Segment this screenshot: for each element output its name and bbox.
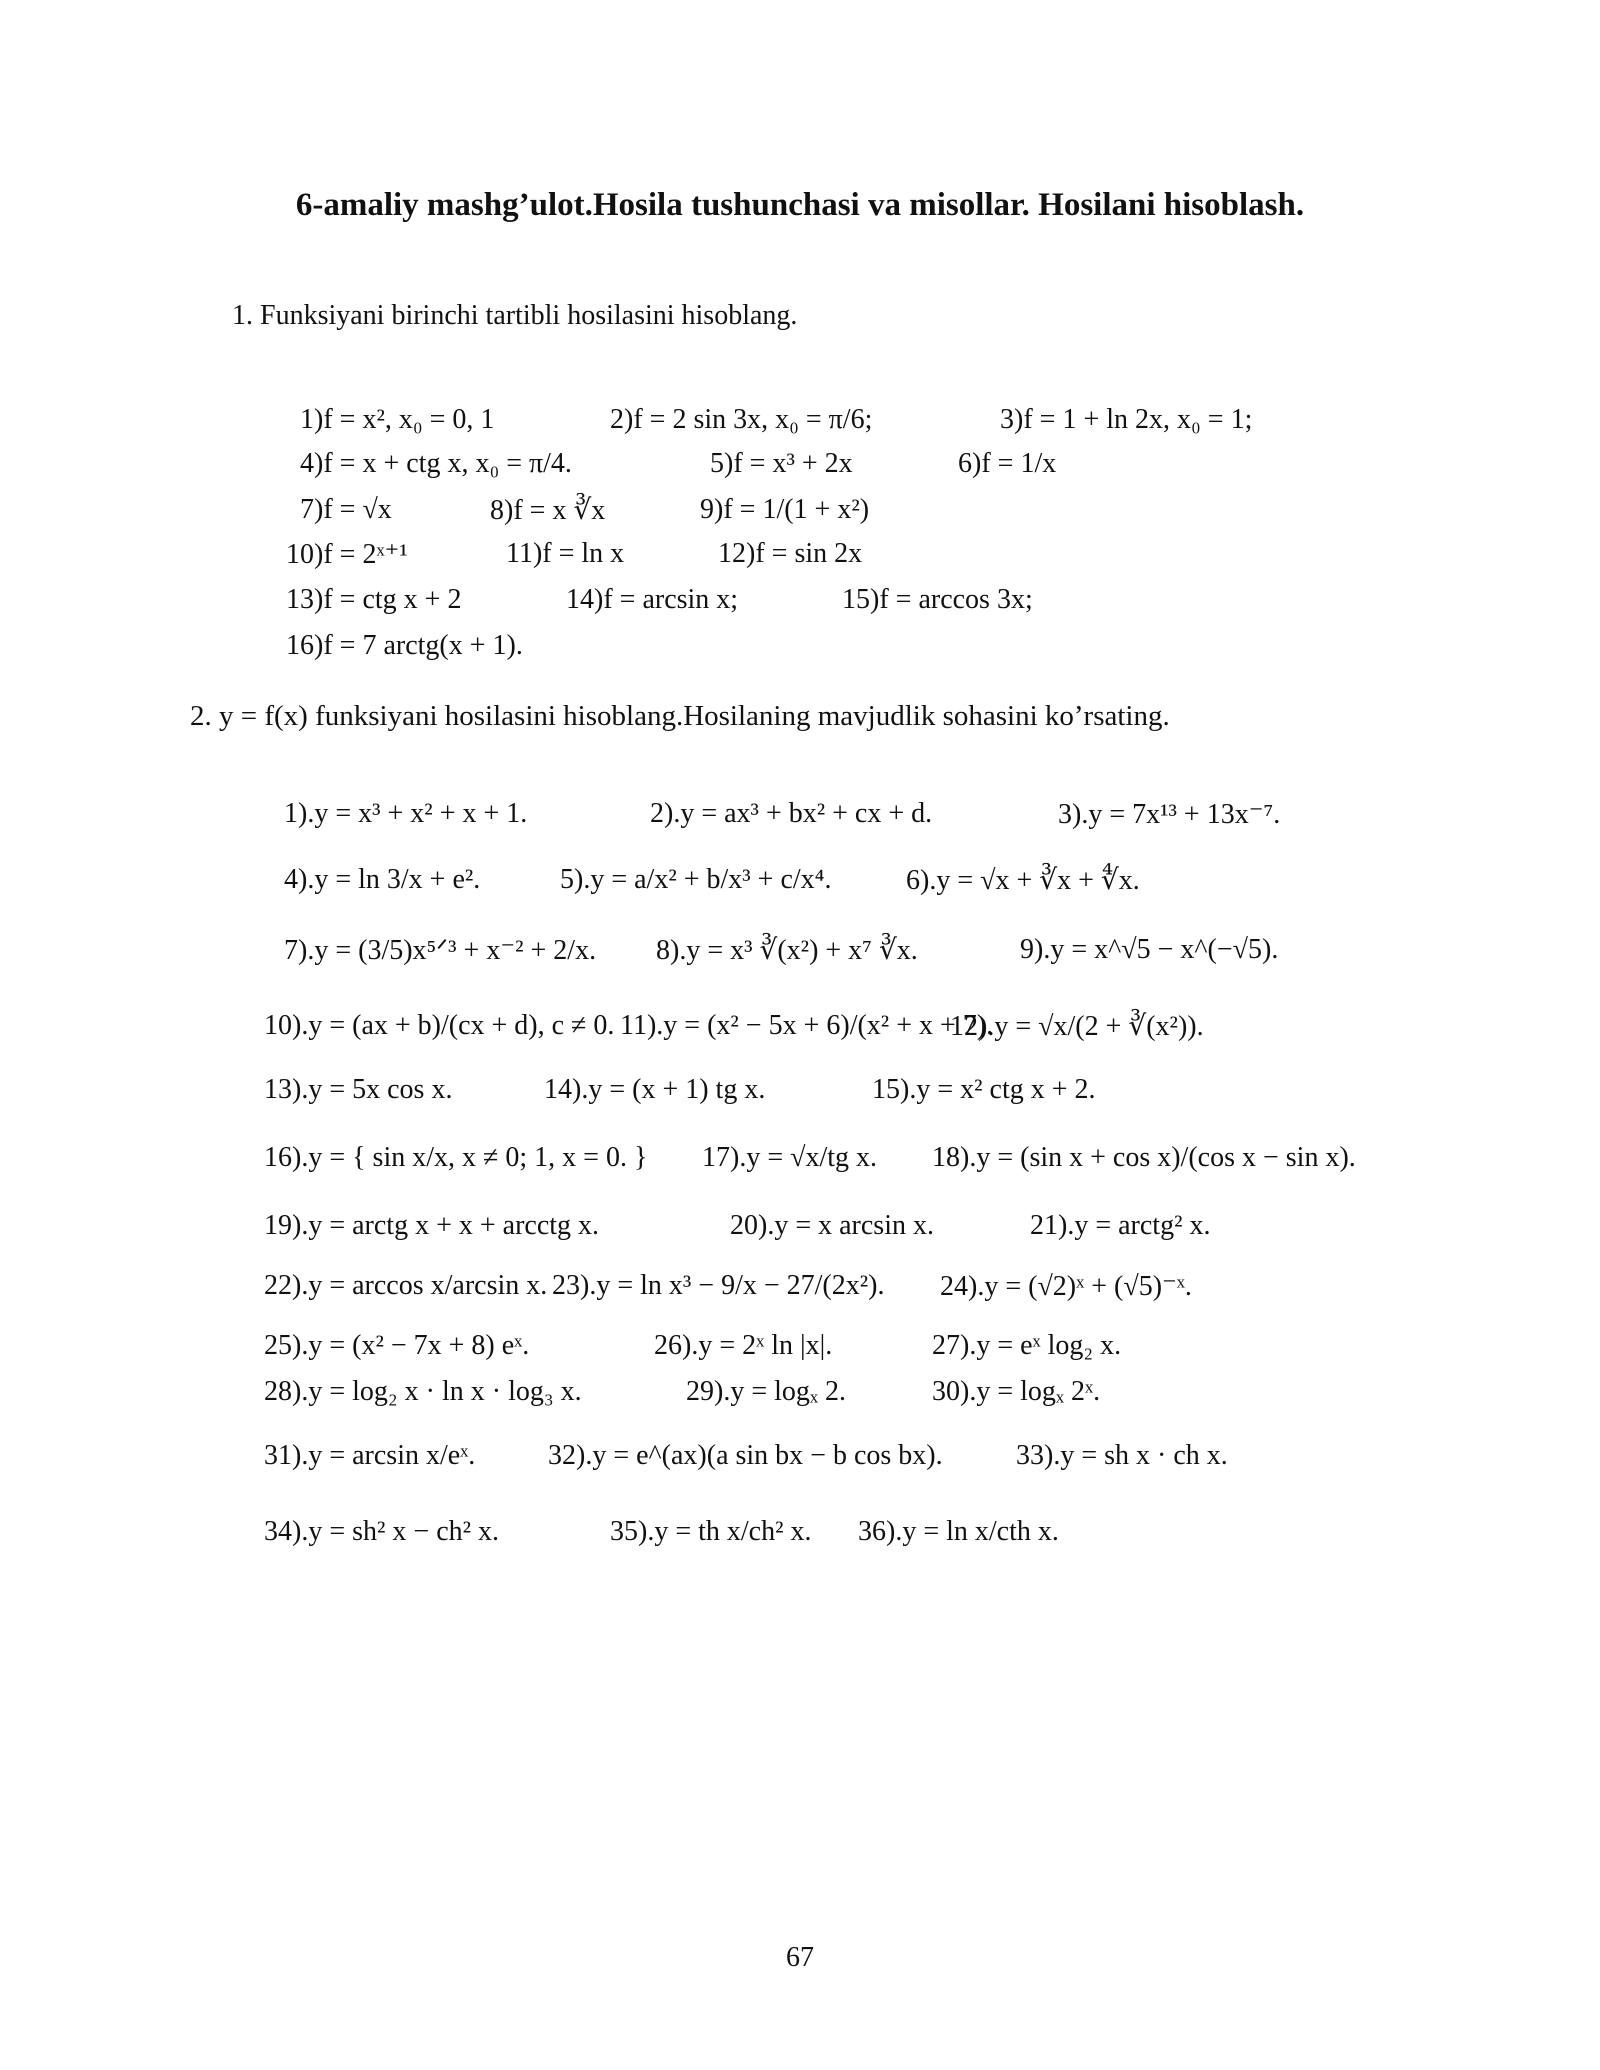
task2-row <box>0 1322 1600 1370</box>
task2-item: 15).y = x² ctg x + 2. <box>872 1074 1096 1105</box>
task2-item: 16).y = { sin x/x, x ≠ 0; 1, x = 0. } <box>264 1142 648 1173</box>
task1-item: 7)f = √x <box>300 494 392 525</box>
task2-item: 20).y = x arcsin x. <box>730 1210 934 1241</box>
task2-row <box>0 926 1600 974</box>
task1-row <box>0 622 1600 670</box>
task2-item: 27).y = eˣ log₂ x. <box>932 1330 1122 1361</box>
task2-item: 4).y = ln 3/x + e². <box>284 864 481 895</box>
task2-item: 11).y = (x² − 5x + 6)/(x² + x + 7). <box>620 1010 994 1041</box>
task2-item: 24).y = (√2)ˣ + (√5)⁻ˣ. <box>940 1271 1192 1302</box>
task2-item: 8).y = x³ ∛(x²) + x⁷ ∛x. <box>656 935 918 966</box>
task2-item: 9).y = x^√5 − x^(−√5). <box>1020 934 1279 965</box>
task2-item: 2).y = ax³ + bx² + cx + d. <box>650 798 933 829</box>
task2-item: 35).y = th x/ch² x. <box>610 1516 812 1547</box>
page-title: 6-amaliy mashg’ulot.Hosila tushunchasi va misollar. Hosilani hisoblash. <box>295 187 1305 223</box>
task2-item: 13).y = 5x cos x. <box>264 1074 453 1105</box>
task2-item: 32).y = e^(ax)(a sin bx − b cos bx). <box>548 1440 943 1471</box>
task1-item: 8)f = x ∛x <box>490 495 606 526</box>
task2-item: 30).y = logₓ 2ˣ. <box>932 1376 1101 1407</box>
task2-row <box>0 1202 1600 1250</box>
task2-item: 18).y = (sin x + cos x)/(cos x − sin x). <box>932 1142 1356 1173</box>
task2-row <box>0 1066 1600 1114</box>
task2-item: 17).y = √x/tg x. <box>702 1142 878 1173</box>
task1-row <box>0 530 1600 578</box>
task2-item: 23).y = ln x³ − 9/x − 27/(2x²). <box>552 1270 885 1301</box>
task2-item: 31).y = arcsin x/eˣ. <box>264 1440 476 1471</box>
task2-row <box>0 1002 1600 1050</box>
task2-item: 6).y = √x + ∛x + ∜x. <box>906 865 1140 896</box>
task1-item: 13)f = ctg x + 2 <box>286 584 462 615</box>
task1-item: 2)f = 2 sin 3x, x₀ = π/6; <box>610 404 873 435</box>
task2-item: 5).y = a/x² + b/x³ + c/x⁴. <box>560 864 832 895</box>
task2-item: 28).y = log₂ x · ln x · log₃ x. <box>264 1376 582 1407</box>
task1-item: 16)f = 7 arctg(x + 1). <box>286 630 523 661</box>
task2-item: 36).y = ln x/cth x. <box>858 1516 1059 1547</box>
task2-item: 19).y = arctg x + x + arcctg x. <box>264 1210 600 1241</box>
page-number: 67 <box>786 1942 814 1973</box>
task2-item: 7).y = (3/5)x⁵ᐟ³ + x⁻² + 2/x. <box>284 935 597 966</box>
task1-item: 6)f = 1/x <box>958 448 1057 479</box>
task1-item: 11)f = ln x <box>506 538 625 569</box>
task1-item: 1)f = x², x₀ = 0, 1 <box>300 404 495 435</box>
task1-item: 15)f = arccos 3x; <box>842 584 1033 615</box>
task1-item: 9)f = 1/(1 + x²) <box>700 494 870 525</box>
task1-item: 10)f = 2ˣ⁺¹ <box>286 539 408 570</box>
task2-item: 29).y = logₓ 2. <box>686 1376 847 1407</box>
task2-item: 34).y = sh² x − ch² x. <box>264 1516 500 1547</box>
task2-item: 26).y = 2ˣ ln |x|. <box>654 1330 833 1361</box>
task2-row <box>0 1262 1600 1310</box>
task1-row <box>0 440 1600 488</box>
task1-item: 5)f = x³ + 2x <box>710 448 853 479</box>
task1-item: 12)f = sin 2x <box>718 538 863 569</box>
task1-item: 14)f = arcsin x; <box>566 584 739 615</box>
task2-item: 22).y = arccos x/arcsin x. <box>264 1270 548 1301</box>
task1-item: 4)f = x + ctg x, x₀ = π/4. <box>300 448 572 479</box>
task2-item: 3).y = 7x¹³ + 13x⁻⁷. <box>1058 799 1281 830</box>
task1-heading: 1. Funksiyani birinchi tartibli hosilasini hisoblang. <box>232 300 798 331</box>
task2-item: 10).y = (ax + b)/(cx + d), c ≠ 0. <box>264 1010 615 1041</box>
task1-row <box>0 486 1600 534</box>
task2-item: 14).y = (x + 1) tg x. <box>544 1074 766 1105</box>
task2-item: 25).y = (x² − 7x + 8) eˣ. <box>264 1330 530 1361</box>
task2-row <box>0 856 1600 904</box>
task2-item: 1).y = x³ + x² + x + 1. <box>284 798 528 829</box>
task2-item: 21).y = arctg² x. <box>1030 1210 1211 1241</box>
task2-row <box>0 1432 1600 1480</box>
task1-item: 3)f = 1 + ln 2x, x₀ = 1; <box>1000 404 1253 435</box>
task1-row <box>0 396 1600 444</box>
task2-item: 12).y = √x/(2 + ∛(x²)). <box>950 1011 1204 1042</box>
task2-row <box>0 1508 1600 1556</box>
task2-row <box>0 1134 1600 1182</box>
task1-row <box>0 576 1600 624</box>
task2-row <box>0 1368 1600 1416</box>
task2-heading: 2. y = f(x) funksiyani hosilasini hisoblang.Hosilaning mavjudlik sohasini ko’rsating. <box>190 700 1170 732</box>
task2-item: 33).y = sh x · ch x. <box>1016 1440 1228 1471</box>
task2-row <box>0 790 1600 838</box>
